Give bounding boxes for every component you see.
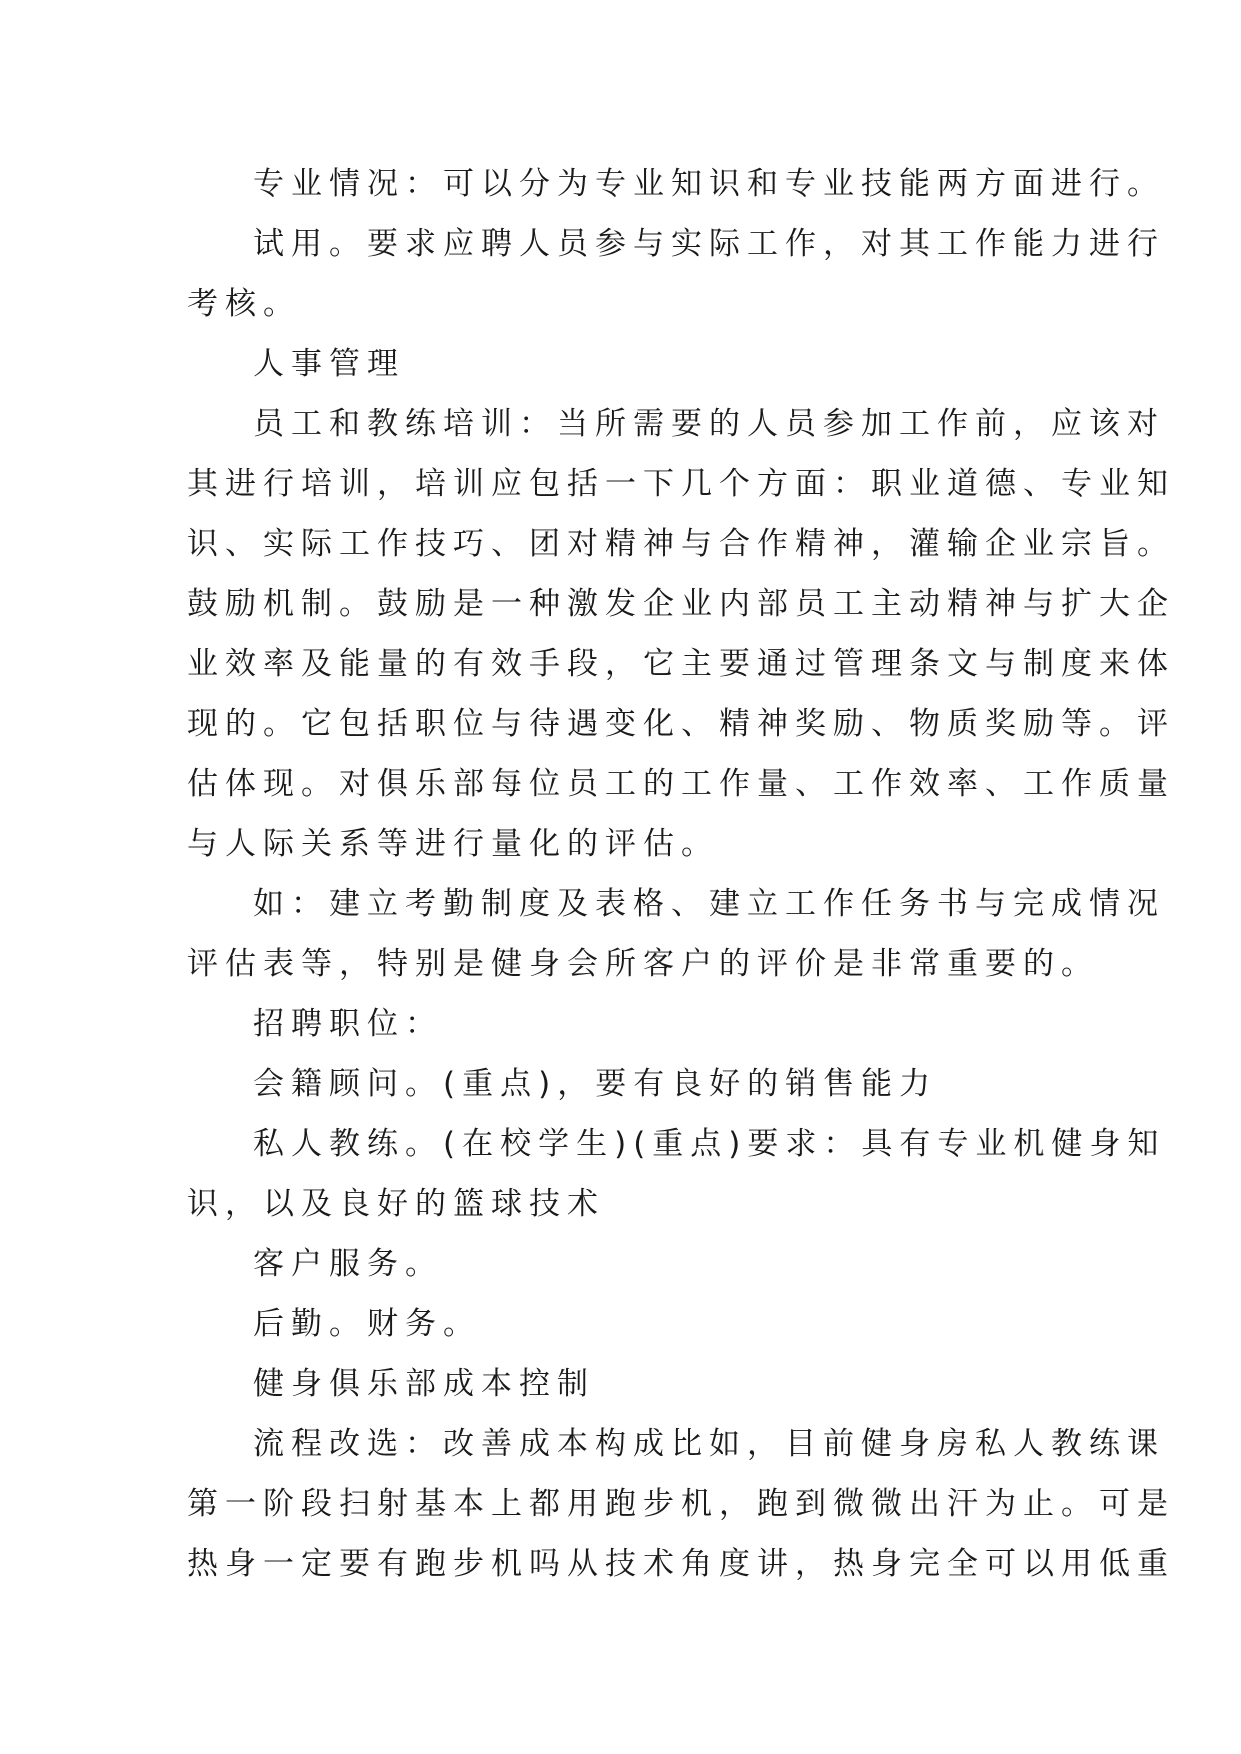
text-line: 业效率及能量的有效手段，它主要通过管理条文与制度来体 xyxy=(187,646,1175,682)
text-line: 考核。 xyxy=(187,286,301,322)
text-line: 识、实际工作技巧、团对精神与合作精神，灌输企业宗旨。 xyxy=(187,526,1175,562)
text-line: 流程改选：改善成本构成比如，目前健身房私人教练课 xyxy=(253,1426,1165,1462)
text-line: 私人教练。(在校学生)(重点)要求：具有专业机健身知 xyxy=(253,1126,1166,1162)
text-line: 与人际关系等进行量化的评估。 xyxy=(187,826,719,862)
text-line: 客户服务。 xyxy=(253,1246,443,1282)
text-line: 专业情况：可以分为专业知识和专业技能两方面进行。 xyxy=(253,166,1165,202)
section-heading: 招聘职位： xyxy=(253,1006,443,1042)
text-line: 会籍顾问。(重点)，要有良好的销售能力 xyxy=(253,1066,938,1102)
text-line: 员工和教练培训：当所需要的人员参加工作前，应该对 xyxy=(253,406,1165,442)
section-heading: 人事管理 xyxy=(253,346,405,382)
text-line: 现的。它包括职位与待遇变化、精神奖励、物质奖励等。评 xyxy=(187,706,1175,742)
text-line: 识，以及良好的篮球技术 xyxy=(187,1186,605,1222)
text-line: 估体现。对俱乐部每位员工的工作量、工作效率、工作质量 xyxy=(187,766,1175,802)
text-line: 热身一定要有跑步机吗从技术角度讲，热身完全可以用低重 xyxy=(187,1546,1175,1582)
text-line: 评估表等，特别是健身会所客户的评价是非常重要的。 xyxy=(187,946,1099,982)
section-heading: 健身俱乐部成本控制 xyxy=(253,1366,595,1402)
text-line: 鼓励机制。鼓励是一种激发企业内部员工主动精神与扩大企 xyxy=(187,586,1175,622)
text-line: 其进行培训，培训应包括一下几个方面：职业道德、专业知 xyxy=(187,466,1175,502)
text-line: 后勤。财务。 xyxy=(253,1306,481,1342)
document-body xyxy=(187,154,1175,1594)
text-line: 如：建立考勤制度及表格、建立工作任务书与完成情况 xyxy=(253,886,1165,922)
text-line: 第一阶段扫射基本上都用跑步机，跑到微微出汗为止。可是 xyxy=(187,1486,1175,1522)
text-line: 试用。要求应聘人员参与实际工作，对其工作能力进行 xyxy=(253,226,1165,262)
